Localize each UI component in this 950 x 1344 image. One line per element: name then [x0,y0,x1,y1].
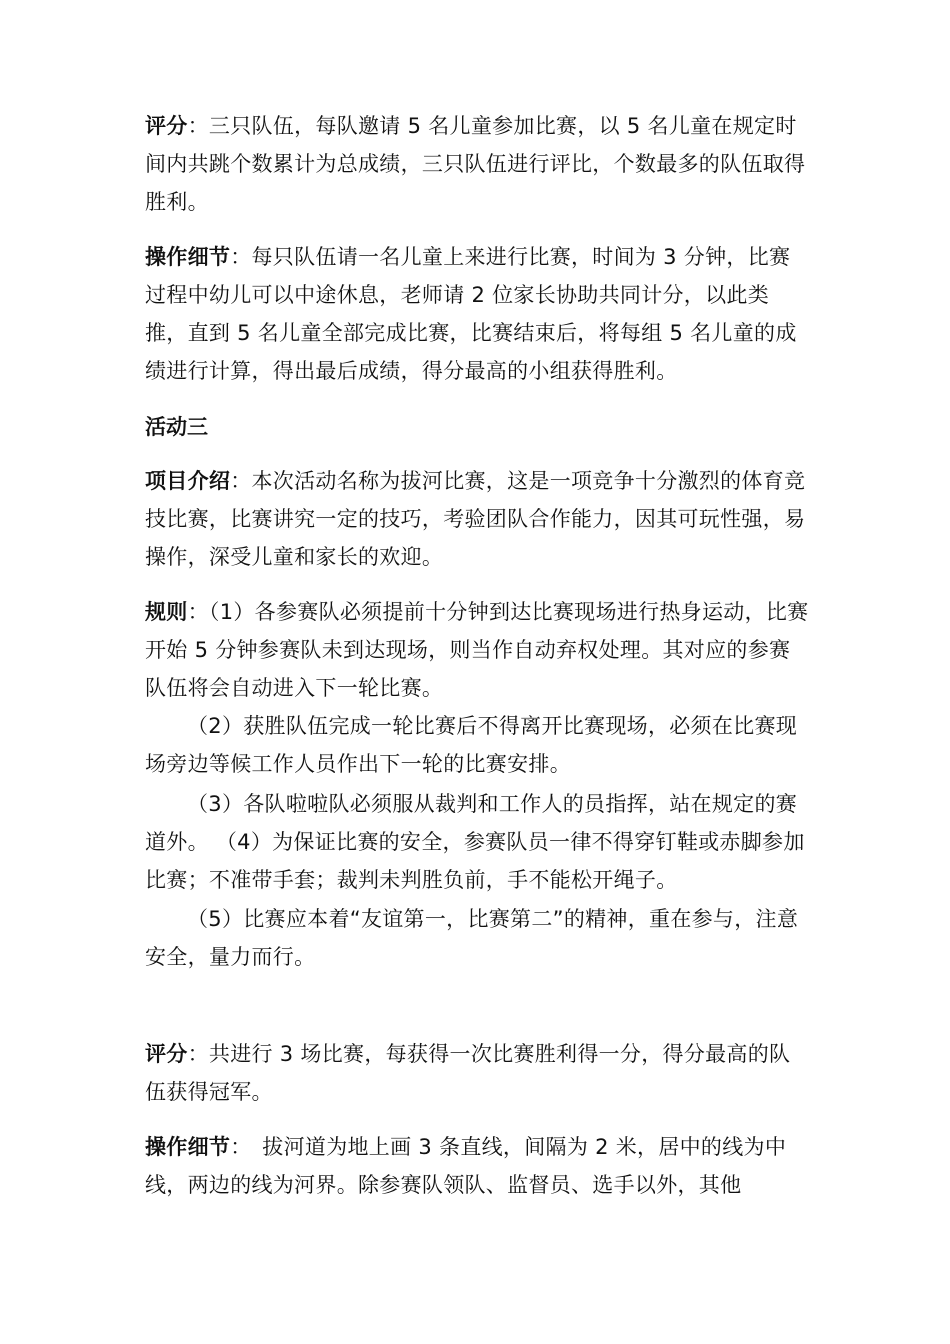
paragraph-text: ： 拔河道为地上画 3 条直线，间隔为 2 米，居中的线为中线，两边的线为河界。除参赛队领队、监督员、选手以外，其他 [145,1135,787,1197]
paragraph-label: 评分 [145,114,188,138]
paragraph-scoring-2 [145,1035,810,1111]
paragraph-rule-3-4: （3）各队啦啦队必须服从裁判和工作人的员指挥，站在规定的赛道外。 （4）为保证比赛的安全，参赛队员一律不得穿钉鞋或赤脚参加比赛；不准带手套；裁判未判胜负前，手不能松开绳子。 [145,792,805,892]
paragraph-text: ：（1）各参赛队必须提前十分钟到达比赛现场进行热身运动，比赛开始 5 分钟参赛队未到达现场，则当作自动弃权处理。其对应的参赛队伍将会自动进入下一轮比赛。 [145,600,809,700]
paragraph-label: 项目介绍 [145,469,231,493]
paragraph-text: ：共进行 3 场比赛，每获得一次比赛胜利得一分，得分最高的队伍获得冠军。 [145,1042,791,1104]
paragraph-rule-2: （2）获胜队伍完成一轮比赛后不得离开比赛现场，必须在比赛现场旁边等候工作人员作出下一轮的比赛安排。 [145,714,798,776]
paragraph-rule-5: （5）比赛应本着“友谊第一，比赛第二”的精神，重在参与，注意安全，量力而行。 [145,907,799,969]
paragraph-label: 操作细节 [145,245,231,269]
paragraph-text: ：三只队伍，每队邀请 5 名儿童参加比赛，以 5 名儿童在规定时间内共跳个数累计为总成绩，三只队伍进行评比，个数最多的队伍取得胜利。 [145,114,806,214]
paragraph-project-intro [145,462,810,576]
paragraph-label: 评分 [145,1042,188,1066]
paragraph-operation-details-2 [145,1128,810,1204]
paragraph-scoring-1 [145,107,810,221]
paragraph-text: ：每只队伍请一名儿童上来进行比赛，时间为 3 分钟，比赛过程中幼儿可以中途休息，老师请 2 位家长协助共同计分，以此类推，直到 5 名儿童全部完成比赛，比赛结束后，将每组 5 名儿童的成绩进行计算，得出最后成绩，得分最高的小组获得胜利。 [145,245,797,383]
paragraph-rules [145,593,810,707]
paragraph-label: 规则 [145,600,188,624]
paragraph-text: ：本次活动名称为拔河比赛，这是一项竞争十分激烈的体育竞技比赛，比赛讲究一定的技巧，考验团队合作能力，因其可玩性强，易操作，深受儿童和家长的欢迎。 [145,469,806,569]
section-heading: 活动三 [145,415,208,439]
paragraph-label: 操作细节 [145,1135,231,1159]
paragraph-operation-details-1 [145,238,810,390]
